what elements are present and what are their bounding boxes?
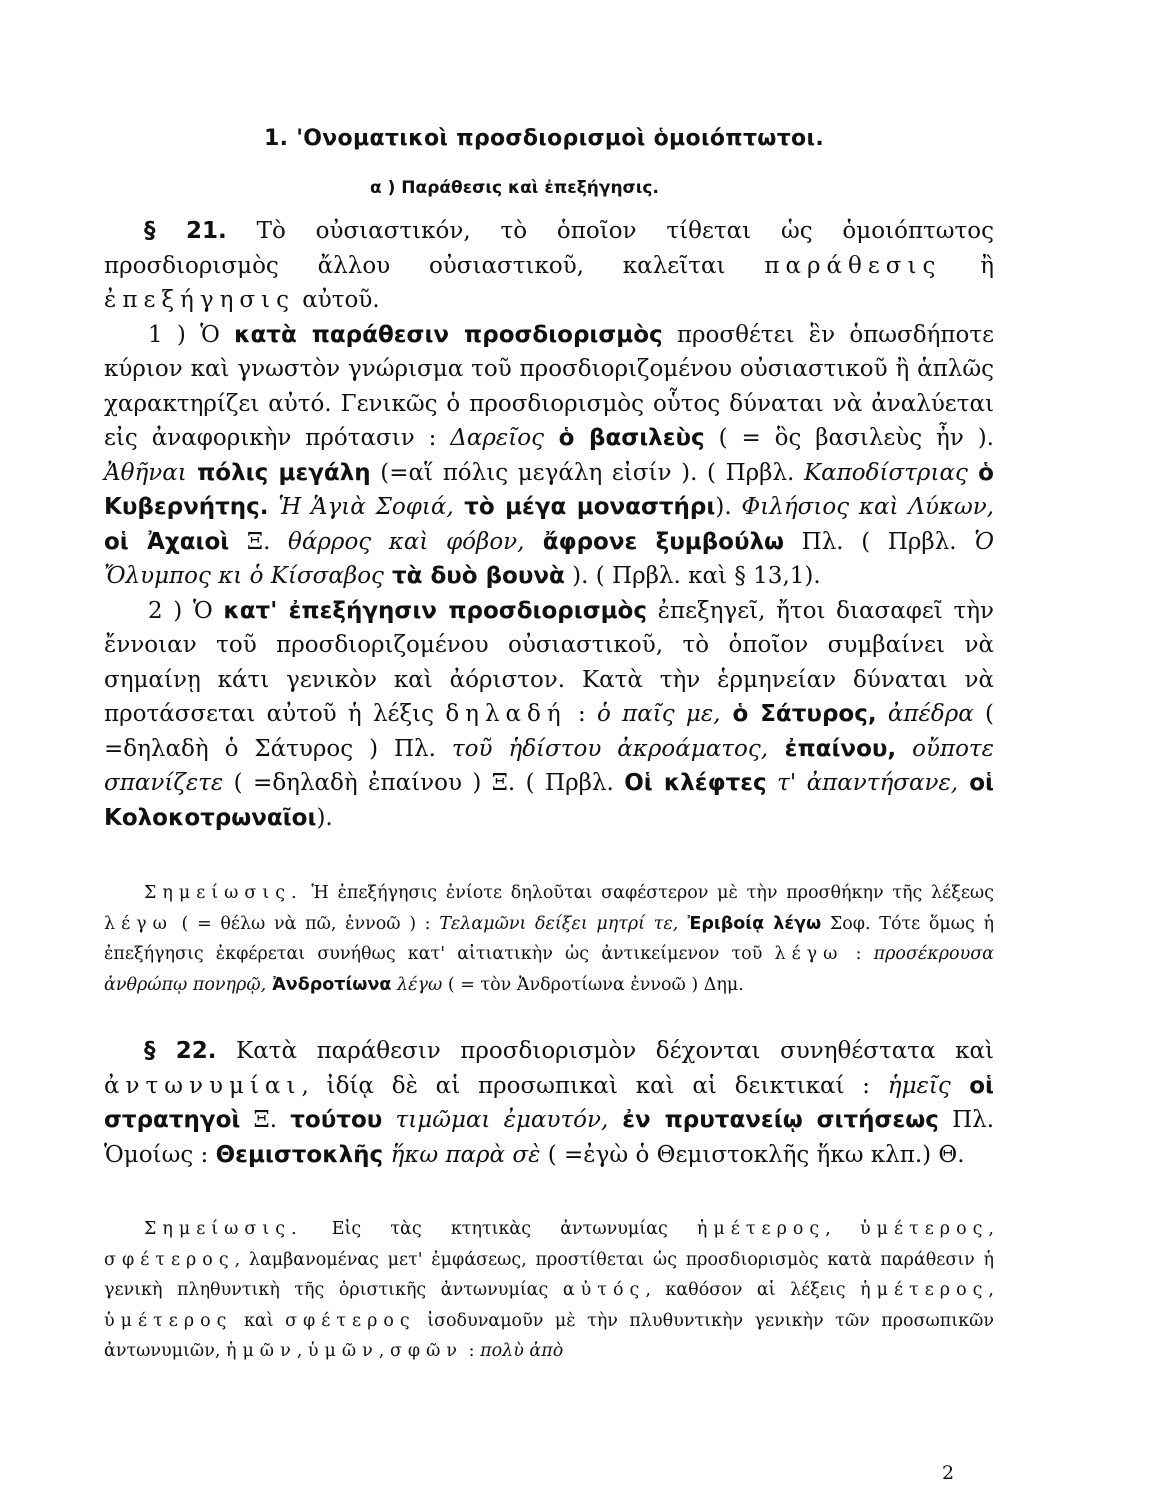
paragraph-section-21: § 21. Τὸ οὐσιαστικόν, τὸ ὁποῖον τίθεται ὡς ὁμοιόπτωτος προσδιορισμὸς ἄλλου οὐσιαστικοῦ, καλεῖται παράθεσις ἢ ἐπεξήγησις αὐτοῦ.: [104, 218, 995, 313]
spaced-term: λέγω: [774, 944, 844, 964]
note-paragraph: Σημείωσις. Εἰς τὰς κτητικὰς ἀντωνυμίας ἡμέτερος, ὑμέτερος, σφέτερος, λαμβανομένας μετ' ἐμφάσεως, προστίθεται ὡς προσδιορισμὸς κατὰ παράθεσιν ἡ γενικὴ πληθυντικὴ τῆς ὁριστικῆς ἀντωνυμίας αὐτός, καθόσον αἱ λέξεις ἡμέτερος, ὑμέτερος καὶ σφέτερος ἰσοδυναμοῦν μὲ τὴν πλυθυντικὴν γενικὴν τῶν προσωπικῶν ἀντωνυμιῶν, ἡμῶν, ὑμῶν, σφῶν : πολὺ ἀπὸ: [104, 1219, 994, 1361]
section-22-block: [104, 1034, 994, 1172]
note-block-1: [104, 878, 994, 1000]
spaced-term: δηλαδή: [445, 701, 567, 727]
note-label: Σημείωσις.: [144, 1219, 303, 1239]
note-paragraph: Σημείωσις. Ἡ ἐπεξήγησις ἐνίοτε δηλοῦται σαφέστερον μὲ τὴν προσθήκην τῆς λέξεως λέγω ( = θέλω νὰ πῶ, ἐννοῶ ) : Τελαμῶνι δείξει μητρί τε, Ἐριβοίᾳ λέγω Σοφ. Τότε ὅμως ἡ ἐπεξήγησις ἐκφέρεται συνήθως κατ' αἰτιατικὴν ὡς ἀντικείμενον τοῦ λέγω : προσέκρουσα ἀνθρώπῳ πονηρῷ, Ἀνδροτίωνα λέγω ( = τὸν Ἀνδροτίωνα ἐννοῶ ) Δημ.: [104, 883, 994, 995]
main-body: [104, 214, 994, 835]
paragraph-point-1: 1 ) Ὁ κατὰ παράθεσιν προσδιορισμὸς προσθέτει ἓν ὁπωσδήποτε κύριον καὶ γνωστὸν γνώρισμα τοῦ προσδιοριζομένου οὐσιαστικοῦ ἢ ἁπλῶς χαρακτηρίζει αὐτό. Γενικῶς ὁ προσδιορισμὸς οὗτος δύναται νὰ ἀναλύεται εἰς ἀναφορικὴν πρότασιν : Δαρεῖος ὁ βασιλεὺς ( = ὃς βασιλεὺς ἦν ). Ἀθῆναι πόλις μεγάλη (=αἵ πόλις μεγάλη εἰσίν ). ( Πρβλ. Καποδίστριας ὁ Κυβερνήτης. Ἡ Ἁγιὰ Σοφιά, τὸ μέγα μοναστήρι). Φιλήσιος καὶ Λύκων, οἱ Ἀχαιοὶ Ξ. θάρρος καὶ φόβον, ἄφρονε ξυμβούλω Πλ. ( Πρβλ. Ὁ Ὄλυμπος κι ὁ Κίσσαβος τὰ δυὸ βουνὰ ). ( Πρβλ. καὶ § 13,1).: [104, 321, 995, 589]
spaced-term: ἀντωνυμίαι: [104, 1072, 302, 1099]
paragraph-point-2: 2 ) Ὁ κατ' ἐπεξήγησιν προσδιορισμὸς ἐπεξηγεῖ, ἤτοι διασαφεῖ τὴν ἔννοιαν τοῦ προσδιοριζομένου οὐσιαστικοῦ, τὸ ὁποῖον συμβαίνει νὰ σημαίνῃ κάτι γενικὸν καὶ ἀόριστον. Κατὰ τὴν ἑρμηνείαν δύναται νὰ προτάσσεται αὐτοῦ ἡ λέξις δηλαδή : ὁ παῖς με, ὁ Σάτυρος, ἀπέδρα ( =δηλαδὴ ὁ Σάτυρος ) Πλ. τοῦ ἡδίστου ἀκροάματος, ἐπαίνου, οὔποτε σπανίζετε ( =δηλαδὴ ἐπαίνου ) Ξ. ( Πρβλ. Οἱ κλέφτες τ' ἀπαντήσανε, οἱ Κολοκοτρωναῖοι).: [104, 597, 995, 831]
chapter-heading: 1. 'Ονοματικοὶ προσδιορισμοὶ ὁμοιόπτωτοι.: [264, 126, 824, 151]
note-label: Σημείωσις.: [144, 883, 303, 903]
paragraph-section-22: § 22. Κατὰ παράθεσιν προσδιορισμὸν δέχονται συνηθέστατα καὶ ἀντωνυμίαι, ἰδίᾳ δὲ αἱ προσωπικαὶ καὶ αἱ δεικτικαί : ἡμεῖς οἱ στρατηγοὶ Ξ. τούτου τιμῶμαι ἐμαυτόν, ἐν πρυτανείῳ σιτήσεως Πλ. Ὁμοίως : Θεμιστοκλῆς ἥκω παρὰ σὲ ( =ἐγὼ ὁ Θεμιστοκλῆς ἥκω κλπ.) Θ.: [104, 1038, 995, 1168]
spaced-term: ἐπεξήγησις: [104, 287, 295, 313]
spaced-term: παράθεσις: [764, 252, 942, 279]
page-number: 2: [942, 1462, 955, 1484]
section-mark: § 22.: [144, 1038, 217, 1064]
note-block-2: [104, 1214, 994, 1367]
section-mark: § 21.: [144, 218, 227, 244]
spaced-term: λέγω: [104, 913, 173, 934]
section-subheading: α ) Παράθεσις καὶ ἐπεξήγησις.: [370, 178, 659, 198]
